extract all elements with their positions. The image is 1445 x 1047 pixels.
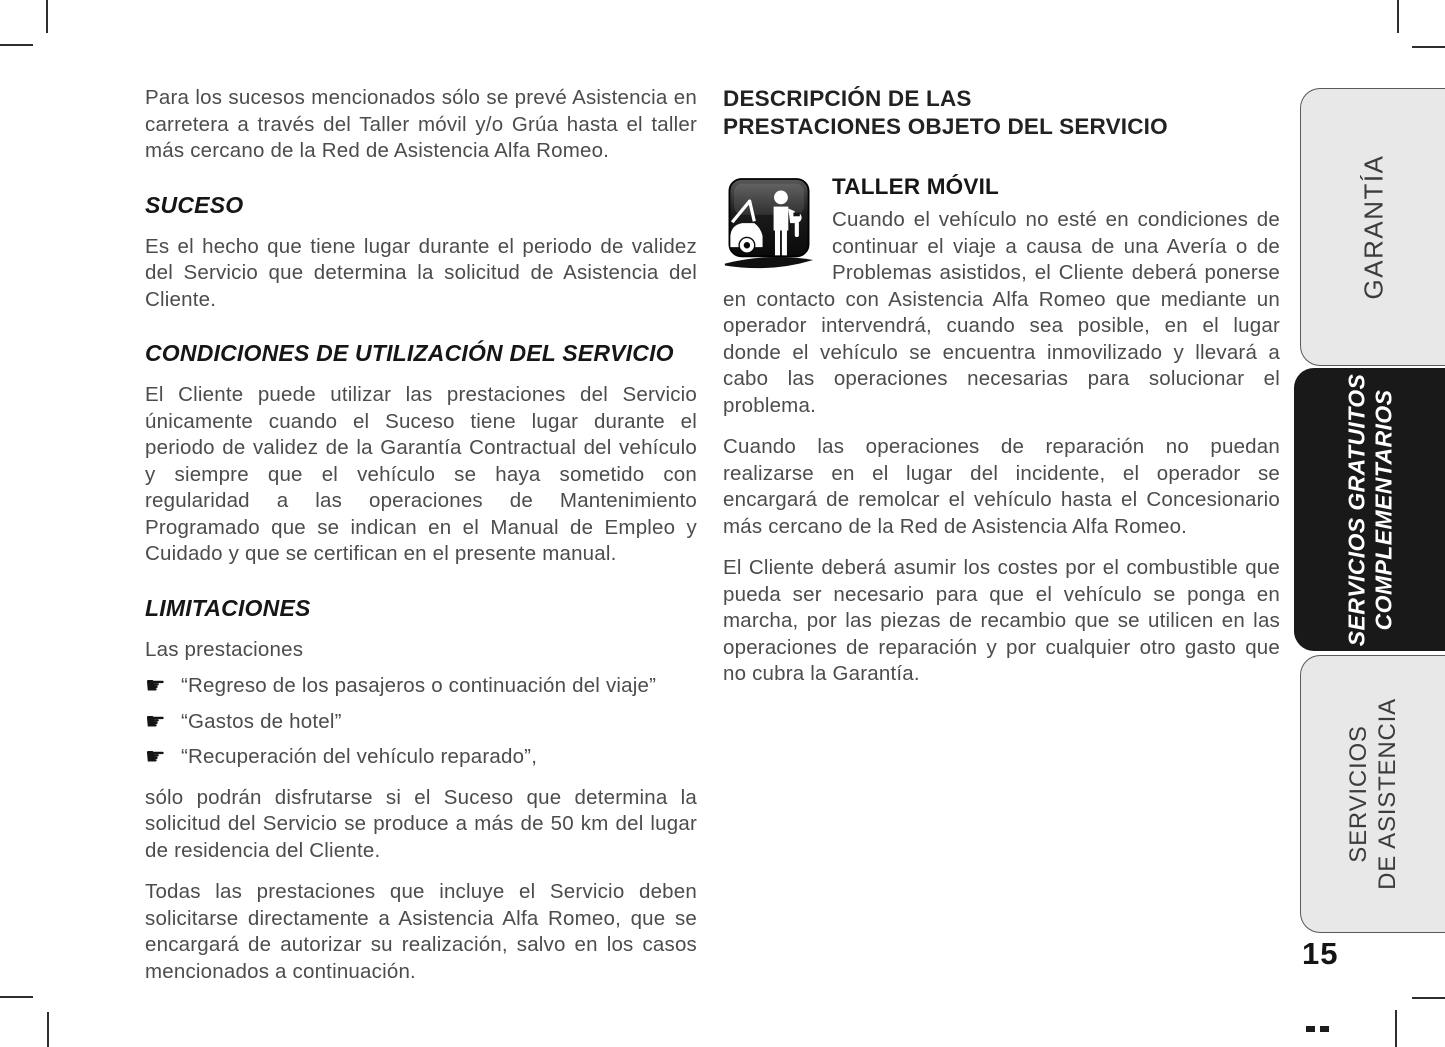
tab-servicios-gratuitos-complementarios[interactable]: [1294, 368, 1445, 651]
crop-mark-top-right-vertical: [1397, 0, 1399, 33]
crop-mark-top-left-horizontal: [0, 44, 33, 46]
section-heading-condiciones: CONDICIONES DE UTILIZACIÓN DEL SERVICIO: [145, 340, 674, 366]
page-title-line1: DESCRIPCIÓN DE LAS: [723, 86, 972, 111]
pointing-hand-icon: ☛: [145, 744, 166, 770]
limitaciones-closing-paragraph: Todas las prestaciones que incluye el Servicio deben solicitarse directamente a Asistencia Alfa Romeo, que se encargará de autorizar su realización, salvo en los casos mencionados a continuación.: [145, 880, 697, 983]
list-item-label: “Gastos de hotel”: [181, 709, 342, 733]
list-item: [145, 673, 697, 700]
mobile-workshop-icon: [723, 177, 815, 273]
intro-paragraph: Para los sucesos mencionados sólo se prevé Asistencia en carretera a través del Taller móvil y/o Grúa hasta el taller más cercano de la Red de Asistencia Alfa Romeo.: [145, 86, 697, 162]
section-heading-limitaciones: LIMITACIONES: [145, 594, 311, 621]
limitaciones-intro: Las prestaciones: [145, 637, 304, 661]
tab-garantia[interactable]: [1300, 88, 1445, 366]
clipped-next-page-number-mark: [1306, 1026, 1315, 1032]
list-item-label: “Recuperación del vehículo reparado”,: [181, 745, 538, 768]
service-paragraph: El Cliente deberá asumir los costes por el combustible que pueda ser necesario para que el vehículo se ponga en marcha, por las piezas de recambio que se utilicen en las operaciones de reparación y por cualquier otro gasto que no cubra la Garantía.: [723, 556, 1280, 685]
crop-mark-top-left-vertical: [46, 0, 48, 33]
tab-servicios-gratuitos-label-line1: SERVICIOS GRATUITOS: [1343, 373, 1369, 646]
crop-mark-bottom-right-vertical: [1395, 1010, 1397, 1047]
crop-mark-top-right-horizontal: [1412, 46, 1445, 48]
service-paragraph: Cuando el vehículo no esté en condiciones de continuar el viaje a causa de una Avería o de Problemas asistidos, el Cliente deberá ponerse en contacto con Asistencia Alfa Romeo que mediante un operador intervendrá, cuando sea posible, en el lugar donde el vehículo se encuentra inmovilizado y llevará a cabo las operaciones necesarias para solucionar el problema.: [723, 208, 1280, 417]
list-item: [145, 709, 697, 736]
tab-servicios-de-asistencia[interactable]: [1300, 655, 1445, 933]
right-column: [723, 85, 1280, 703]
suceso-paragraph: Es el hecho que tiene lugar durante el periodo de validez del Servicio que determina la solicitud de Asistencia del Cliente.: [145, 234, 697, 311]
tab-servicios-gratuitos-label-line2: COMPLEMENTARIOS: [1370, 389, 1396, 630]
service-title: TALLER MÓVIL: [832, 174, 999, 199]
crop-mark-bottom-left-horizontal: [0, 996, 33, 998]
crop-mark-bottom-left-vertical: [47, 1012, 49, 1047]
service-taller-movil: [723, 174, 1280, 688]
section-heading-suceso: SUCESO: [145, 191, 244, 218]
tab-servicios-asistencia-label-line1: SERVICIOS: [1345, 725, 1373, 863]
pointing-hand-icon: ☛: [145, 708, 166, 735]
page-number: 15: [1302, 936, 1339, 971]
tab-garantia-label: GARANTÍA: [1358, 154, 1389, 300]
tab-servicios-asistencia-label-line2: DE ASISTENCIA: [1374, 698, 1402, 890]
list-item-label: “Regreso de los pasajeros o continuación del viaje”: [181, 674, 657, 697]
service-paragraph: Cuando las operaciones de reparación no puedan realizarse en el lugar del incidente, el operador se encargará de remolcar el vehículo hasta el Concesionario más cercano de la Red de Asistencia Alfa Romeo.: [723, 435, 1280, 538]
pointing-hand-icon: ☛: [145, 673, 166, 699]
page-title: [723, 85, 1280, 141]
limitaciones-condition-paragraph: sólo podrán disfrutarse si el Suceso que determina la solicitud del Servicio se produce a más de 50 km del lugar de residencia del Cliente.: [145, 785, 697, 862]
clipped-next-page-number-mark: [1320, 1026, 1329, 1032]
left-column: [145, 85, 697, 1000]
list-item: [145, 744, 697, 771]
crop-mark-bottom-right-horizontal: [1412, 997, 1445, 999]
page-title-line2: PRESTACIONES OBJETO DEL SERVICIO: [723, 114, 1168, 139]
condiciones-paragraph: El Cliente puede utilizar las prestaciones del Servicio únicamente cuando el Suceso tiene lugar durante el periodo de validez de la Garantía Contractual del vehículo y siempre que el vehículo se haya sometido con regularidad a las operaciones de Mantenimiento Programado que se indican en el Manual de Empleo y Cuidado y que se certifican en el presente manual.: [145, 383, 697, 565]
